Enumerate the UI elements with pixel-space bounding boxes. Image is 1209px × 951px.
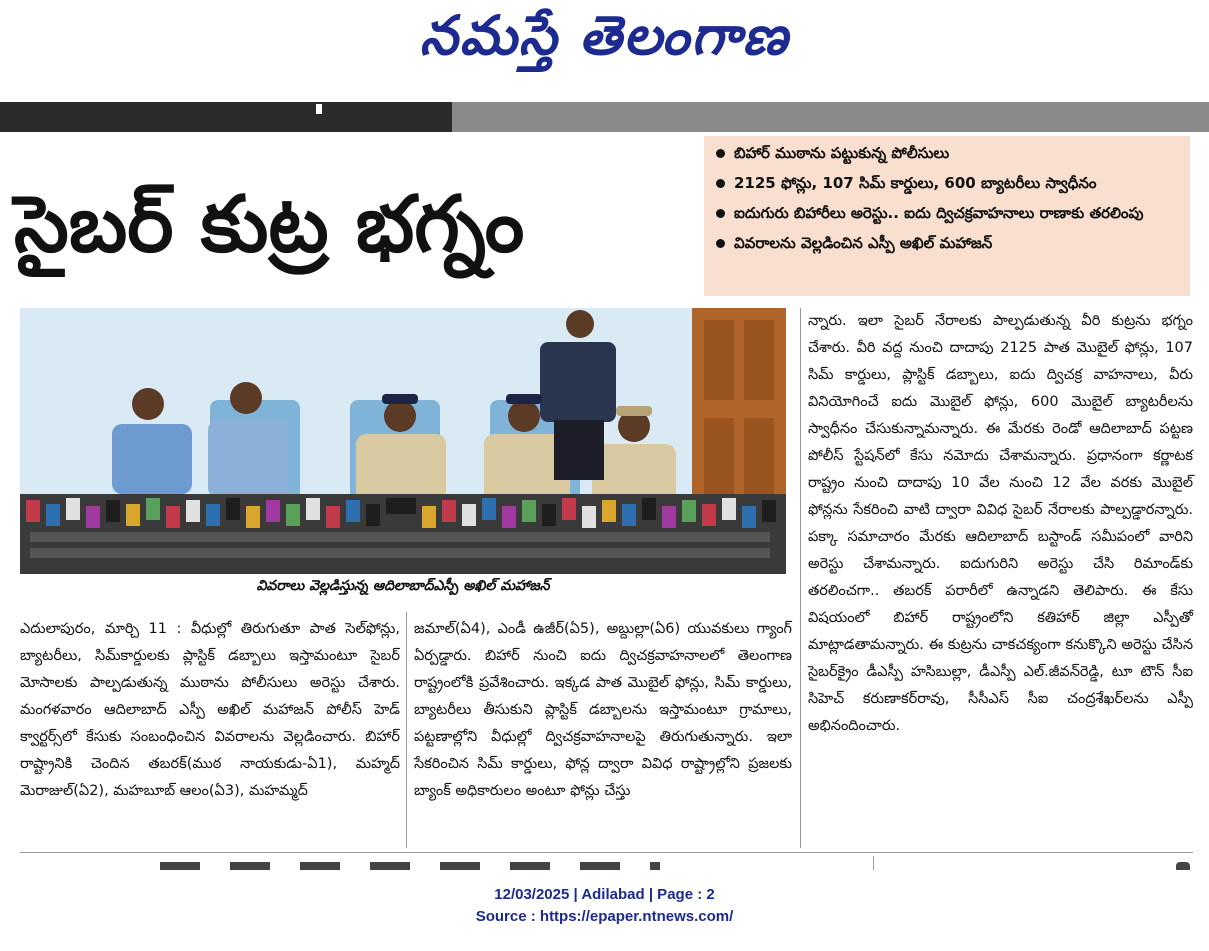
column-divider — [873, 856, 874, 870]
highlight-item: ఐదుగురు బిహారీలు అరెస్టు.. ఐదు ద్విచక్రవాహనాలు రాణాకు తరలింపు — [714, 202, 1180, 224]
section-bar-dark — [0, 102, 452, 132]
highlight-item: 2125 ఫోన్లు, 107 సిమ్ కార్డులు, 600 బ్యాటరీలు స్వాధీనం — [714, 172, 1180, 194]
highlight-item: బిహార్ ముఠాను పట్టుకున్న పోలీసులు — [714, 142, 1180, 164]
section-bar-mark — [316, 104, 322, 114]
highlights-box — [704, 136, 1190, 296]
footer — [0, 884, 1209, 928]
newspaper-logo: నమస్తే తెలంగాణ — [419, 4, 790, 67]
footer-date-edition: 12/03/2025 | Adilabad | Page : 2 — [494, 886, 715, 903]
bullet-icon — [716, 209, 725, 218]
section-bar-gray — [452, 102, 1209, 132]
headline: సైబర్ కుట్ర భగ్నం — [14, 180, 525, 270]
highlight-item: వివరాలను వెల్లడించిన ఎస్పీ అఖిల్ మహాజన్ — [714, 232, 1180, 254]
next-article-cut-off — [160, 862, 660, 870]
bullet-icon — [716, 239, 725, 248]
column-divider — [800, 308, 801, 848]
page-divider — [20, 852, 1193, 853]
masthead — [0, 0, 1209, 100]
bullet-icon — [716, 179, 725, 188]
article-column-2: జమాల్(ఏ4), ఎండీ ఉజీర్(ఏ5), అబ్దుల్లా(ఏ6) యువకులు గ్యాంగ్ ఏర్పడ్డారు. బిహార్ నుంచి ఐదు ద్విచక్రవాహనాలలో తెలంగాణ రాష్ట్రంలోకి ప్రవేశించారు. ఇక్కడ పాత మొబైల్ ఫోన్లు, సిమ్ కార్డులు, బ్యాటరీలు తీసుకుని ప్లాస్టిక్ డబ్బాలను ఇస్తామంటూ గ్రామాలు, పట్టణాల్లోని వీధుల్లో ద్విచక్రవాహనాలపై తిరుగుతున్నారు. ఇలా సేకరించిన సిమ్ కార్డులు, ఫోన్ల ద్వారా వివిధ రాష్ట్రాల్లోని ప్రజలకు బ్యాంక్ అధికారులం అంటూ ఫోన్లు చేస్తు — [414, 621, 792, 799]
photo-illustration — [20, 308, 786, 574]
footer-source: Source : https://epaper.ntnews.com/ — [475, 908, 734, 925]
article-column-3: న్నారు. ఇలా సైబర్ నేరాలకు పాల్పడుతున్న వీరి కుట్రను భగ్నం చేశారు. వీరి వద్ద నుంచి దాదాపు 2125 పాత మొబైల్ ఫోన్లు, 107 సిమ్ కార్డులు, ప్లాస్టిక్ డబ్బాలు, ఐదు ద్విచక్ర వాహనాలు, వీరు వినియోగించే ఐదు మొబైల్ ఫోన్లు, 600 మొబైల్ బ్యాటరీలను స్వాధీనం చేసుకున్నామన్నారు. ఈ మేరకు రెండో ఆదిలాబాద్ పట్టణ పోలీస్ స్టేషన్‌లో కేసు నమోదు చేశామన్నారు. ప్రధానంగా కర్ణాటక రాష్ట్రం నుంచి దాదాపు 10 వేల నుంచి 12 వేల వరకు మొబైల్ ఫోన్లను సేకరించి వాటి ద్వారా వివిధ సైబర్ నేరాలకు పాల్పడ్డారన్నారు. పక్కా సమాచారం మేరకు ఆదిలాబాద్ బస్టాండ్ సమీపంలో వారిని అరెస్టు చేశామన్నారు. ఐదుగురిని అరెస్టు చేసి రిమాండ్‌కు తరలించగా.. తబరక్ పరారీలో ఉన్నాడని తెలిపారు. ఈ కేసు విషయంలో బిహార్ రాష్ట్రంలోని కతిహార్ జిల్లా ఎస్పీతో మాట్లాడతామన్నారు. ఈ కుట్రను చాకచక్యంగా కనుక్కొని అరెస్టు చేసిన సైబర్‌క్రైం డీఎస్పీ హసిబుల్లా, డీఎస్పీ ఎల్.జీవన్‌రెడ్డి, టూ టౌన్ సీఐ సిహెచ్ కరుణాకర్‌రావు, సీసీఎస్ సీఐ చంద్రశేఖర్‌లను ఎస్పీ అభినందించారు. — [808, 313, 1193, 734]
next-article-cut-off — [1176, 862, 1190, 870]
column-divider — [406, 612, 407, 848]
photo-caption: వివరాలు వెల్లడిస్తున్న ఆదిలాబాద్ఎస్పీ అఖిల్ మహాజన్ — [256, 578, 550, 594]
article-column-1: ఎదులాపురం, మార్చి 11 : వీధుల్లో తిరుగుతూ పాత సెల్‌ఫోన్లు, బ్యాటరీలు, సిమ్‌కార్డులకు ప్లాస్టిక్ డబ్బాలు ఇస్తామంటూ సైబర్ మోసాలకు పాల్పడుతున్న ముఠాను పోలీసులు అరెస్టు చేశారు. మంగళవారం ఆదిలాబాద్ ఎస్పీ అఖిల్ మహాజన్ పోలీస్ హెడ్ క్వార్టర్స్‌లో కేసుకు సంబంధించిన వివరాలను వెల్లడించారు. బిహార్ రాష్ట్రానికి చెందిన తబరక్(ముఠ నాయకుడు-ఏ1), మహ్మద్ మెరాజుల్(ఏ2), మహబూబ్ ఆలం(ఏ3), మహమ్మద్ — [20, 621, 400, 799]
bullet-icon — [716, 149, 725, 158]
press-conference-photo — [20, 308, 786, 574]
